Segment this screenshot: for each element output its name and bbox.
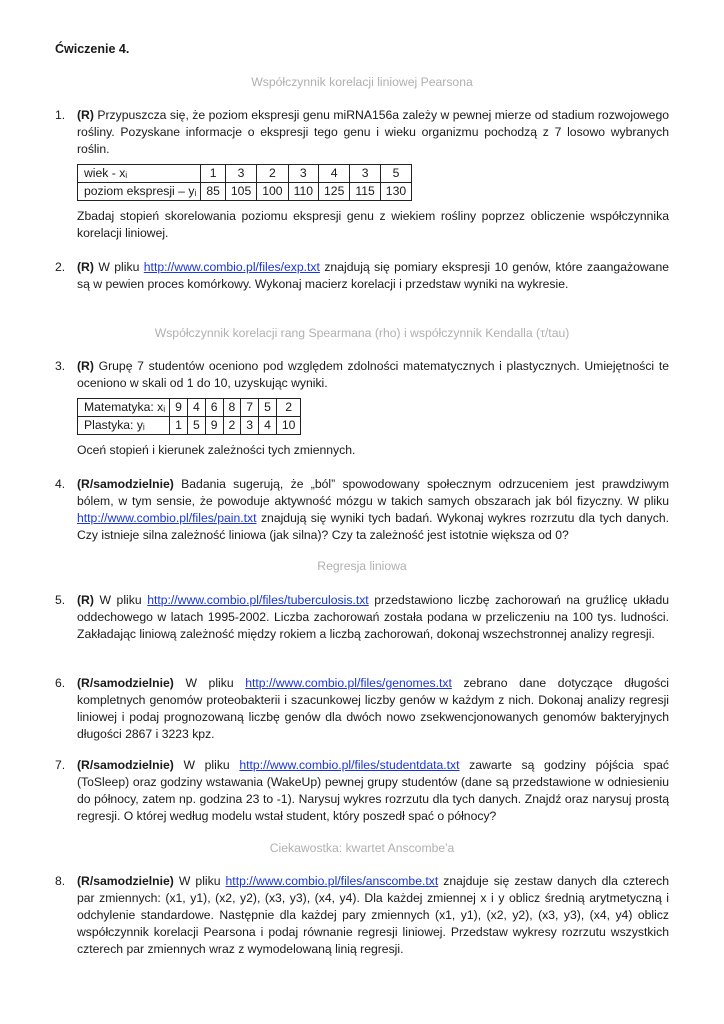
- item-text-post: zawarte są godziny pójścia spać (ToSleep) oraz godziny wstawania (WakeUp) pewnej grupy studentów (dane są przedstawione w odniesieniu do północy, zatem np. godzina 23 to -1). Narysuj wykres rozrzutu dla tych danych. Znajdź oraz narysuj prostą regresji. O której według modelu wstał student, który poszedł spać o północy?: [77, 758, 669, 823]
- table-cell: 3: [241, 417, 259, 435]
- item-text-post: znajdują się pomiary ekspresji 10 genów, które zaangażowane są w pewien proces komórkowy. Wykonaj macierz korelacji i przedstaw wyniki na wykresie.: [77, 260, 669, 291]
- table-cell: 4: [187, 399, 205, 417]
- item-text-post: zebrano dane dotyczące długości kompletnych genomów proteobakterii i szacunkowej liczby genów w każdym z nich. Dokonaj analizy regresji liniowej i podaj prognozowaną liczbę genów dla dwóch nowo zsekwencjonowanych genomów bakteryjnych długości 2867 i 3223 kpz.: [77, 676, 669, 741]
- item-tag: (R/samodzielnie): [77, 676, 174, 690]
- table-cell: 1: [201, 165, 226, 183]
- table-cell: 110: [288, 183, 318, 201]
- item-number: 3.: [55, 359, 66, 373]
- item-text: [77, 675, 669, 743]
- table-cell: 6: [205, 399, 223, 417]
- item-text: [77, 358, 669, 392]
- table-cell: 3: [350, 165, 380, 183]
- exercise-item-4: [55, 476, 669, 544]
- item-tag: (R/samodzielnie): [77, 477, 174, 491]
- table-cell: 3: [288, 165, 318, 183]
- file-link[interactable]: http://www.combio.pl/files/studentdata.txt: [239, 758, 460, 772]
- item-description: Przypuszcza się, że poziom ekspresji genu miRNA156a zależy w pewnej mierze od stadium rozwojowego rośliny. Pozyskane informacje o ekspresji tego genu i wieku organizmu pochodzą z 7 losowo wybranych roślin.: [77, 108, 669, 156]
- item-text-pre: W pliku: [173, 758, 240, 772]
- section-heading-spearman: Współczynnik korelacji rang Spearmana (rho) i współczynnik Kendalla (τ/tau): [154, 326, 570, 340]
- file-link[interactable]: http://www.combio.pl/files/exp.txt: [143, 260, 320, 274]
- table-row-label: wiek - xᵢ: [78, 165, 201, 183]
- item-number: 2.: [55, 260, 66, 274]
- table-cell: 2: [257, 165, 288, 183]
- table-cell: 100: [257, 183, 288, 201]
- item-number: 6.: [55, 676, 66, 690]
- exercise-item-2: [55, 259, 669, 293]
- table-row: [78, 183, 412, 201]
- table-cell: 2: [223, 417, 241, 435]
- table-cell: 5: [259, 399, 277, 417]
- table-cell: 4: [259, 417, 277, 435]
- item-number: 4.: [55, 477, 66, 491]
- item-text: [77, 757, 669, 825]
- item-text-pre: W pliku: [173, 676, 246, 690]
- item-text-pre: W pliku: [173, 874, 226, 888]
- table-cell: 9: [170, 399, 188, 417]
- table-row-label: Plastyka: yᵢ: [78, 417, 170, 435]
- item-text-pre: Badania sugerują, że „ból” spowodowany społecznym odrzuceniem jest prawdziwym bólem, w tym sensie, że powoduje aktywność mózgu w takich samych obszarach jak ból fizyczny. W pliku: [77, 477, 669, 508]
- table-row-label: Matematyka: xᵢ: [78, 399, 170, 417]
- age-expression-table: [77, 164, 412, 201]
- item-instruction: Zbadaj stopień skorelowania poziomu ekspresji genu z wiekiem rośliny poprzez obliczenie współczynnika korelacji liniowej.: [77, 209, 669, 240]
- section-heading-pearson: Współczynnik korelacji liniowej Pearsona: [251, 75, 473, 89]
- item-tag: (R): [77, 108, 94, 122]
- math-art-table: [77, 398, 301, 435]
- item-tag: (R): [77, 260, 94, 274]
- table-cell: 85: [201, 183, 226, 201]
- table-cell: 5: [380, 165, 411, 183]
- exercise-item-7: [55, 757, 669, 825]
- item-text: [77, 476, 669, 544]
- item-text: [77, 259, 669, 293]
- table-cell: 105: [225, 183, 256, 201]
- item-text-post: znajduje się zestaw danych dla czterech par zmiennych: (x1, y1), (x2, y2), (x3, y3), (x4, y4). Dla każdej zmiennej x i y oblicz średnią arytmetyczną i odchylenie standardowe. Następnie dla każdej pary zmiennych (x1, y1), (x2, y2), (x3, y3), (x4, y4) oblicz współczynnik korelacji Pearsona i podaj równanie regresji liniowej. Przedstaw wykresy rozrzutu wszystkich czterech par zmiennych wraz z wymodelowaną linią regresji.: [77, 874, 669, 956]
- section-heading-regression: Regresja liniowa: [317, 559, 407, 573]
- table-cell: 10: [276, 417, 301, 435]
- file-link[interactable]: http://www.combio.pl/files/anscombe.txt: [225, 874, 439, 888]
- item-text: [77, 873, 669, 958]
- item-text-post: znajdują się wyniki tych badań. Wykonaj wykres rozrzutu dla tych danych. Czy istnieje silna zależność liniowa (jak silna)? Czy ta zależność jest istotnie większa od 0?: [77, 511, 669, 542]
- exercise-item-3: [55, 358, 669, 459]
- item-text: [77, 592, 669, 643]
- table-cell: 115: [350, 183, 380, 201]
- table-cell: 8: [223, 399, 241, 417]
- table-cell: 7: [241, 399, 259, 417]
- exercise-title: Ćwiczenie 4.: [55, 42, 130, 56]
- table-row: [78, 165, 412, 183]
- table-row-label: poziom ekspresji – yᵢ: [78, 183, 201, 201]
- file-link[interactable]: http://www.combio.pl/files/tuberculosis.txt: [147, 593, 369, 607]
- item-tag: (R): [77, 593, 94, 607]
- file-link[interactable]: http://www.combio.pl/files/genomes.txt: [245, 676, 452, 690]
- item-tag: (R/samodzielnie): [77, 758, 174, 772]
- table-cell: 3: [225, 165, 256, 183]
- item-tag: (R): [77, 359, 94, 373]
- table-cell: 130: [380, 183, 411, 201]
- exercise-item-8: [55, 873, 669, 958]
- exercise-item-6: [55, 675, 669, 743]
- table-cell: 125: [319, 183, 350, 201]
- table-row: [78, 417, 301, 435]
- exercise-item-5: [55, 592, 669, 643]
- item-number: 1.: [55, 108, 66, 122]
- table-row: [78, 399, 301, 417]
- item-number: 8.: [55, 874, 66, 888]
- item-number: 5.: [55, 593, 66, 607]
- table-cell: 1: [170, 417, 188, 435]
- item-text-post: przedstawiono liczbę zachorowań na gruźlicę układu oddechowego w latach 1995-2002. Liczba zachorowań została podana w przeliczeniu na 100 tys. ludności. Zakładając liniową zależność między rokiem a liczbą zachorowań, dokonaj wszechstronnej analizy regresji.: [77, 593, 669, 641]
- item-description: Grupę 7 studentów oceniono pod względem zdolności matematycznych i plastycznych. Umiejętności te oceniono w skali od 1 do 10, uzyskując wyniki.: [77, 359, 669, 390]
- table-cell: 5: [187, 417, 205, 435]
- table-cell: 9: [205, 417, 223, 435]
- item-text: [77, 107, 669, 158]
- section-heading-anscombe: Ciekawostka: kwartet Anscombe'a: [269, 841, 455, 855]
- table-cell: 2: [276, 399, 301, 417]
- file-link[interactable]: http://www.combio.pl/files/pain.txt: [77, 511, 257, 525]
- item-tag: (R/samodzielnie): [77, 874, 174, 888]
- exercise-item-1: [55, 107, 669, 242]
- item-text-pre: W pliku: [93, 593, 148, 607]
- item-instruction: Oceń stopień i kierunek zależności tych zmiennych.: [77, 443, 356, 457]
- table-cell: 4: [319, 165, 350, 183]
- item-text-pre: W pliku: [93, 260, 144, 274]
- item-number: 7.: [55, 758, 66, 772]
